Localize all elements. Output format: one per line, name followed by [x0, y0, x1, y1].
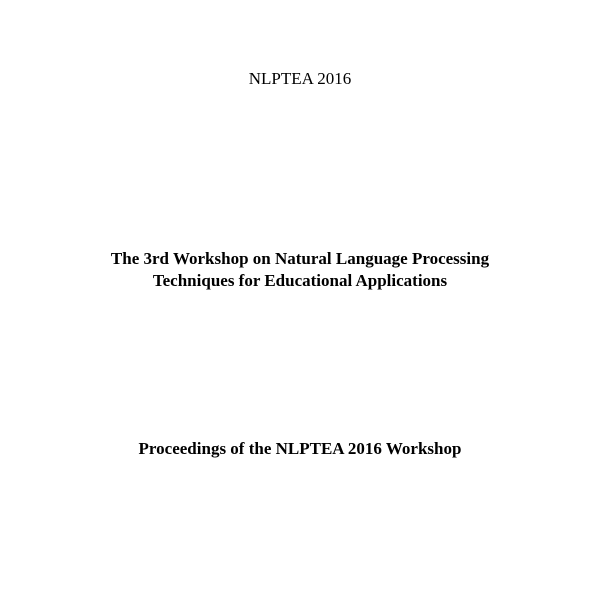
conference-name: NLPTEA 2016	[248, 69, 352, 88]
workshop-title	[0, 248, 600, 292]
proceedings-title: Proceedings of the NLPTEA 2016 Workshop	[138, 439, 462, 458]
workshop-title-line-2: Techniques for Educational Applications	[152, 271, 448, 290]
workshop-title-line-1: The 3rd Workshop on Natural Language Processing	[110, 249, 490, 268]
